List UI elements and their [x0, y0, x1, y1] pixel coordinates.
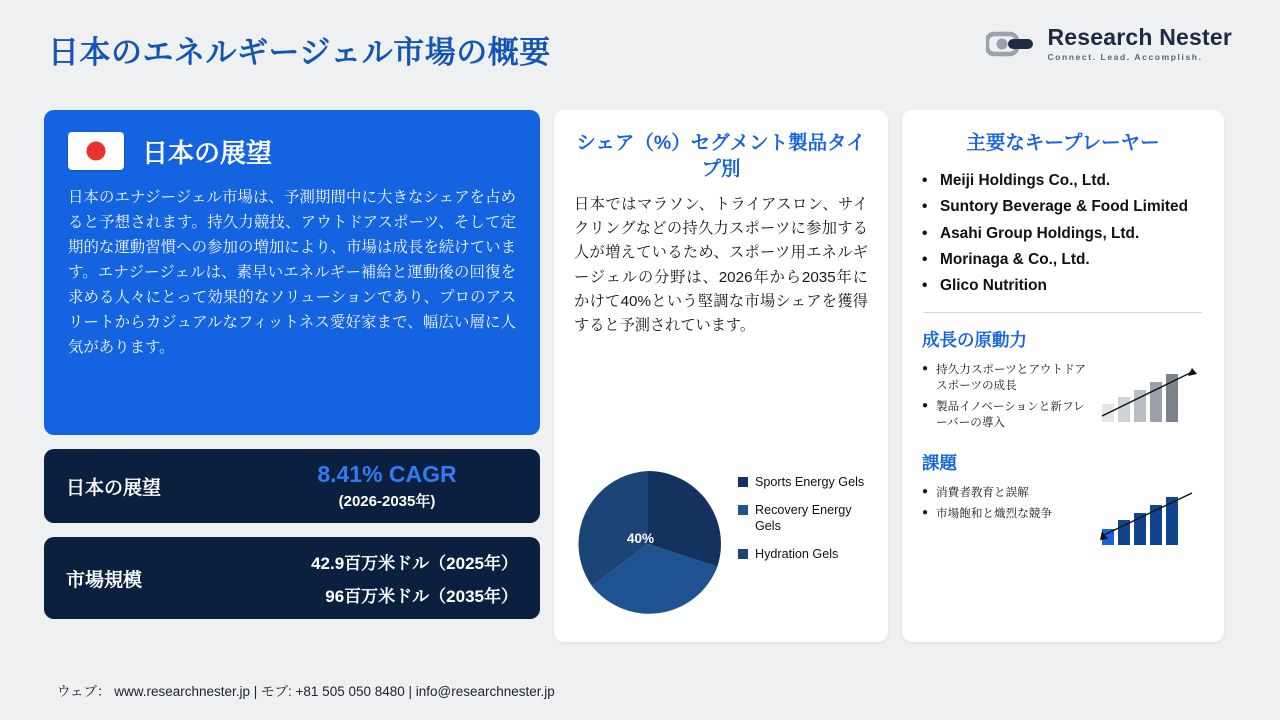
- cagr-card-values: [256, 461, 518, 511]
- panel-header: [68, 132, 516, 170]
- market-size-2035: 96百万米ドル（2035年）: [325, 587, 518, 606]
- player-name: Morinaga & Co., Ltd.: [940, 250, 1090, 268]
- right-column: [902, 110, 1224, 642]
- bullet-icon: •: [922, 276, 928, 294]
- japan-flag-icon: [68, 132, 124, 170]
- cagr-stat-card: [44, 449, 540, 523]
- bullet-icon: ●: [922, 362, 929, 374]
- market-size-label: 市場規模: [66, 569, 143, 591]
- player-name: Glico Nutrition: [940, 276, 1047, 294]
- list-item: [922, 362, 1088, 394]
- list-item: [922, 170, 1204, 191]
- cagr-period: (2026-2035年): [338, 493, 436, 510]
- legend-label-hydration: Hydration Gels: [755, 547, 839, 562]
- legend-swatch-recovery: [738, 505, 748, 515]
- list-item: [922, 275, 1204, 296]
- pie-chart: [572, 468, 872, 628]
- challenge-item: 消費者教育と誤解: [936, 485, 1029, 499]
- list-item: [922, 249, 1204, 270]
- page-title: 日本のエネルギージェル市場の概要: [48, 35, 551, 70]
- panel-body-text: 日本のエナジージェル市場は、予測期間中に大きなシェアを占めると予想されます。持久力競技、アウトドアスポーツ、そして定期的な運動習慣への参加の増加により、市場は成長を続けています。エナジージェルは、素早いエネルギー補給と運動後の回復を求める人々にとって効果的なソリューションであり、プロのアスリートからカジュアルなフィットネス愛好家まで、幅広い層に人気があります。: [68, 189, 516, 356]
- panel-title: 日本の展望: [142, 137, 273, 168]
- legend-label-recovery: Recovery Energy Gels: [755, 503, 852, 534]
- cagr-card-label: 日本の展望: [66, 477, 162, 499]
- logo-tagline: Connect. Lead. Accomplish.: [1047, 52, 1203, 62]
- page-header: [0, 0, 1280, 96]
- list-item: [922, 196, 1204, 217]
- growth-item: 持久力スポーツとアウトドアスポーツの成長: [936, 362, 1086, 392]
- bullet-icon: ●: [922, 506, 929, 518]
- legend-item: [738, 502, 875, 534]
- market-size-stat-card: [44, 537, 540, 619]
- legend-item: [738, 474, 875, 490]
- key-players-title: 主要なキープレーヤー: [966, 132, 1160, 154]
- share-segment-title: シェア（%）セグメント製品タイプ別: [576, 132, 866, 181]
- player-name: Meiji Holdings Co., Ltd.: [940, 172, 1111, 190]
- pie-legend: [738, 474, 875, 574]
- bullet-icon: •: [922, 224, 928, 242]
- growth-drivers-list: [922, 362, 1088, 436]
- legend-item: [738, 546, 875, 562]
- challenges-block: [922, 475, 1204, 549]
- section-divider: [924, 312, 1202, 313]
- bullet-icon: •: [922, 172, 928, 190]
- footer-contact: ウェブ： www.researchnester.jp | モブ: +81 505 050 8480 | info@researchnester.jp: [57, 684, 555, 699]
- logo-name: Research Nester: [1047, 24, 1232, 50]
- player-name: Suntory Beverage & Food Limited: [940, 198, 1188, 216]
- left-column: [44, 110, 540, 619]
- japan-outlook-panel: [44, 110, 540, 435]
- growth-trend-bar-chart-icon: [1096, 364, 1204, 426]
- bullet-icon: •: [922, 250, 928, 268]
- key-players-list: [922, 170, 1204, 295]
- logo-mark-icon: [986, 28, 1038, 60]
- pie-data-label: 40%: [627, 531, 655, 546]
- cagr-value: 8.41% CAGR: [317, 461, 457, 487]
- list-item: [922, 399, 1088, 431]
- player-name: Asahi Group Holdings, Ltd.: [940, 224, 1140, 242]
- bullet-icon: •: [922, 198, 928, 216]
- challenges-title: 課題: [922, 452, 957, 473]
- growth-drivers-title: 成長の原動力: [922, 329, 1027, 350]
- brand-logo: [986, 26, 1232, 62]
- bullet-icon: ●: [922, 399, 929, 411]
- legend-label-sports: Sports Energy Gels: [755, 475, 865, 489]
- challenges-list: [922, 485, 1088, 549]
- challenges-trend-bar-chart-icon: [1096, 487, 1204, 549]
- list-item: [922, 485, 1088, 501]
- challenge-item: 市場飽和と熾烈な競争: [936, 506, 1052, 520]
- bullet-icon: ●: [922, 485, 929, 497]
- share-segment-body: 日本ではマラソン、トライアスロン、サイクリングなどの持久力スポーツに参加する人が増えているため、スポーツ用エネルギージェルの分野は、2026年から2035年にかけて40%という堅調な市場シェアを獲得すると予測されています。: [574, 195, 868, 335]
- list-item: [922, 223, 1204, 244]
- growth-drivers-block: [922, 352, 1204, 436]
- legend-swatch-hydration: [738, 549, 748, 559]
- market-size-values: [256, 549, 518, 607]
- market-size-2025: 42.9百万米ドル（2025年）: [311, 554, 518, 573]
- legend-swatch-sports: [738, 477, 748, 487]
- list-item: [922, 506, 1088, 522]
- growth-item: 製品イノベーションと新フレーバーの導入: [936, 399, 1085, 429]
- key-players-card: [902, 110, 1224, 642]
